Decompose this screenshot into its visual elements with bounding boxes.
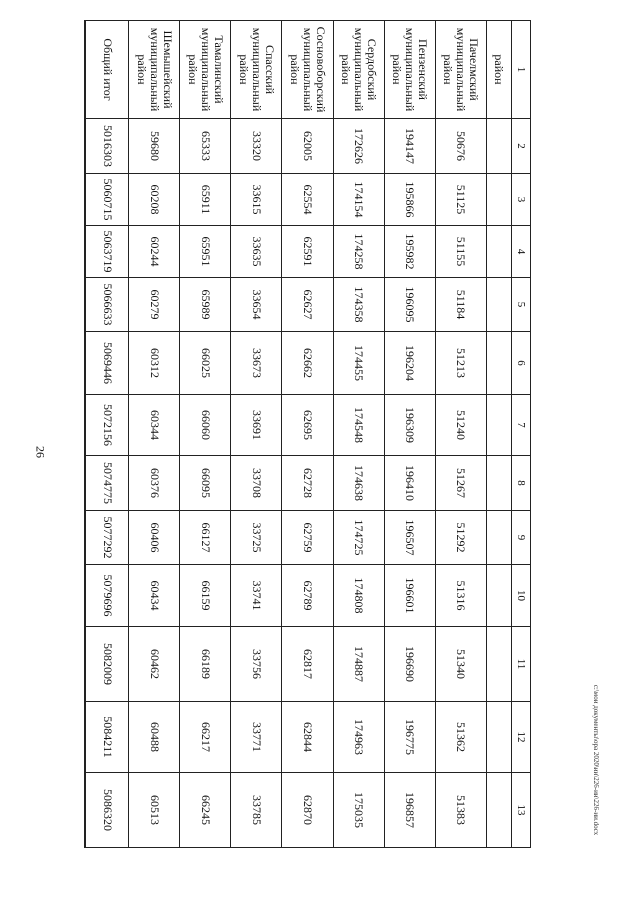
table-row	[435, 21, 486, 848]
empty-cell	[486, 702, 511, 773]
value-cell: 33691	[231, 395, 282, 456]
value-cell: 51362	[435, 702, 486, 773]
value-cell: 196507	[384, 511, 435, 565]
column-number-cell: 1	[511, 21, 530, 119]
value-cell: 62005	[282, 119, 333, 174]
empty-cell	[486, 773, 511, 848]
district-name-cell: Сосновоборский муниципальный район	[282, 21, 333, 119]
value-cell: 60279	[129, 278, 180, 332]
value-cell: 174808	[333, 565, 384, 627]
empty-cell	[486, 456, 511, 511]
column-number-cell: 9	[511, 511, 530, 565]
value-cell: 66095	[180, 456, 231, 511]
value-cell: 50676	[435, 119, 486, 174]
value-cell: 196690	[384, 627, 435, 702]
district-name-cell: Пензенский муниципальный район	[384, 21, 435, 119]
column-number-cell: 8	[511, 456, 530, 511]
value-cell: 65951	[180, 226, 231, 278]
value-cell: 65333	[180, 119, 231, 174]
subheader-row	[486, 21, 511, 848]
total-value-cell: 5086320	[85, 773, 129, 848]
value-cell: 195866	[384, 174, 435, 226]
value-cell: 62627	[282, 278, 333, 332]
value-cell: 196410	[384, 456, 435, 511]
value-cell: 60488	[129, 702, 180, 773]
value-cell: 33673	[231, 332, 282, 395]
value-cell: 33654	[231, 278, 282, 332]
value-cell: 33708	[231, 456, 282, 511]
empty-cell	[486, 278, 511, 332]
value-cell: 66060	[180, 395, 231, 456]
value-cell: 174455	[333, 332, 384, 395]
value-cell: 66159	[180, 565, 231, 627]
value-cell: 196309	[384, 395, 435, 456]
district-name-cell: Тамалинский муниципальный район	[180, 21, 231, 119]
district-name-cell: Шемышейский муниципальный район	[129, 21, 180, 119]
empty-cell	[486, 226, 511, 278]
value-cell: 65911	[180, 174, 231, 226]
value-cell: 174963	[333, 702, 384, 773]
value-cell: 175035	[333, 773, 384, 848]
data-table	[84, 20, 531, 848]
column-number-cell: 7	[511, 395, 530, 456]
value-cell: 60344	[129, 395, 180, 456]
value-cell: 51184	[435, 278, 486, 332]
total-value-cell: 5079696	[85, 565, 129, 627]
value-cell: 62591	[282, 226, 333, 278]
value-cell: 51383	[435, 773, 486, 848]
value-cell: 51240	[435, 395, 486, 456]
value-cell: 172626	[333, 119, 384, 174]
table-row	[282, 21, 333, 848]
value-cell: 174258	[333, 226, 384, 278]
value-cell: 62817	[282, 627, 333, 702]
footer-file-path: c:\мои документы\ора 2020\ии\226-ии\226-ии.docx	[592, 684, 600, 836]
value-cell: 33725	[231, 511, 282, 565]
value-cell: 194147	[384, 119, 435, 174]
empty-cell	[486, 174, 511, 226]
value-cell: 60208	[129, 174, 180, 226]
total-value-cell: 5084211	[85, 702, 129, 773]
total-value-cell: 5060715	[85, 174, 129, 226]
total-value-cell: 5069446	[85, 332, 129, 395]
value-cell: 51340	[435, 627, 486, 702]
value-cell: 196095	[384, 278, 435, 332]
total-row	[85, 21, 129, 848]
value-cell: 62728	[282, 456, 333, 511]
value-cell: 51292	[435, 511, 486, 565]
value-cell: 60244	[129, 226, 180, 278]
value-cell: 51213	[435, 332, 486, 395]
value-cell: 62695	[282, 395, 333, 456]
empty-cell	[486, 395, 511, 456]
value-cell: 66127	[180, 511, 231, 565]
value-cell: 33320	[231, 119, 282, 174]
total-value-cell: 5016303	[85, 119, 129, 174]
table-row	[231, 21, 282, 848]
value-cell: 174358	[333, 278, 384, 332]
value-cell: 62662	[282, 332, 333, 395]
value-cell: 60513	[129, 773, 180, 848]
table-row	[384, 21, 435, 848]
value-cell: 66189	[180, 627, 231, 702]
column-number-cell: 4	[511, 226, 530, 278]
district-name-cell: Пачелмский муниципальный район	[435, 21, 486, 119]
district-name-cell: Спасский муниципальный район	[231, 21, 282, 119]
column-number-cell: 10	[511, 565, 530, 627]
column-number-cell: 11	[511, 627, 530, 702]
value-cell: 62759	[282, 511, 333, 565]
value-cell: 174548	[333, 395, 384, 456]
column-number-cell: 2	[511, 119, 530, 174]
district-header-cell: район	[486, 21, 511, 119]
table-row	[333, 21, 384, 848]
value-cell: 33771	[231, 702, 282, 773]
value-cell: 62554	[282, 174, 333, 226]
table-body	[85, 21, 531, 848]
value-cell: 51125	[435, 174, 486, 226]
value-cell: 60312	[129, 332, 180, 395]
column-number-cell: 5	[511, 278, 530, 332]
value-cell: 62870	[282, 773, 333, 848]
table-row	[129, 21, 180, 848]
column-number-cell: 3	[511, 174, 530, 226]
value-cell: 62789	[282, 565, 333, 627]
value-cell: 33635	[231, 226, 282, 278]
column-number-cell: 12	[511, 702, 530, 773]
value-cell: 60406	[129, 511, 180, 565]
value-cell: 33785	[231, 773, 282, 848]
value-cell: 33741	[231, 565, 282, 627]
header-row	[511, 21, 530, 848]
value-cell: 174725	[333, 511, 384, 565]
empty-cell	[486, 627, 511, 702]
empty-cell	[486, 511, 511, 565]
value-cell: 174154	[333, 174, 384, 226]
value-cell: 196204	[384, 332, 435, 395]
total-value-cell: 5063719	[85, 226, 129, 278]
value-cell: 51155	[435, 226, 486, 278]
value-cell: 60434	[129, 565, 180, 627]
empty-cell	[486, 565, 511, 627]
value-cell: 60376	[129, 456, 180, 511]
value-cell: 65989	[180, 278, 231, 332]
value-cell: 62844	[282, 702, 333, 773]
page-number: 26	[33, 446, 48, 458]
empty-cell	[486, 332, 511, 395]
value-cell: 195982	[384, 226, 435, 278]
total-value-cell: 5072156	[85, 395, 129, 456]
total-label-cell: Общий итог	[85, 21, 129, 119]
value-cell: 66025	[180, 332, 231, 395]
total-value-cell: 5074775	[85, 456, 129, 511]
table-row	[180, 21, 231, 848]
district-name-cell: Сердобский муниципальный район	[333, 21, 384, 119]
value-cell: 196601	[384, 565, 435, 627]
total-value-cell: 5066633	[85, 278, 129, 332]
value-cell: 51316	[435, 565, 486, 627]
value-cell: 59680	[129, 119, 180, 174]
value-cell: 66217	[180, 702, 231, 773]
empty-cell	[486, 119, 511, 174]
value-cell: 66245	[180, 773, 231, 848]
value-cell: 33756	[231, 627, 282, 702]
value-cell: 196775	[384, 702, 435, 773]
value-cell: 196857	[384, 773, 435, 848]
value-cell: 33615	[231, 174, 282, 226]
table-container	[84, 20, 531, 847]
value-cell: 174638	[333, 456, 384, 511]
value-cell: 174887	[333, 627, 384, 702]
value-cell: 60462	[129, 627, 180, 702]
value-cell: 51267	[435, 456, 486, 511]
column-number-cell: 13	[511, 773, 530, 848]
column-number-cell: 6	[511, 332, 530, 395]
total-value-cell: 5082009	[85, 627, 129, 702]
total-value-cell: 5077292	[85, 511, 129, 565]
